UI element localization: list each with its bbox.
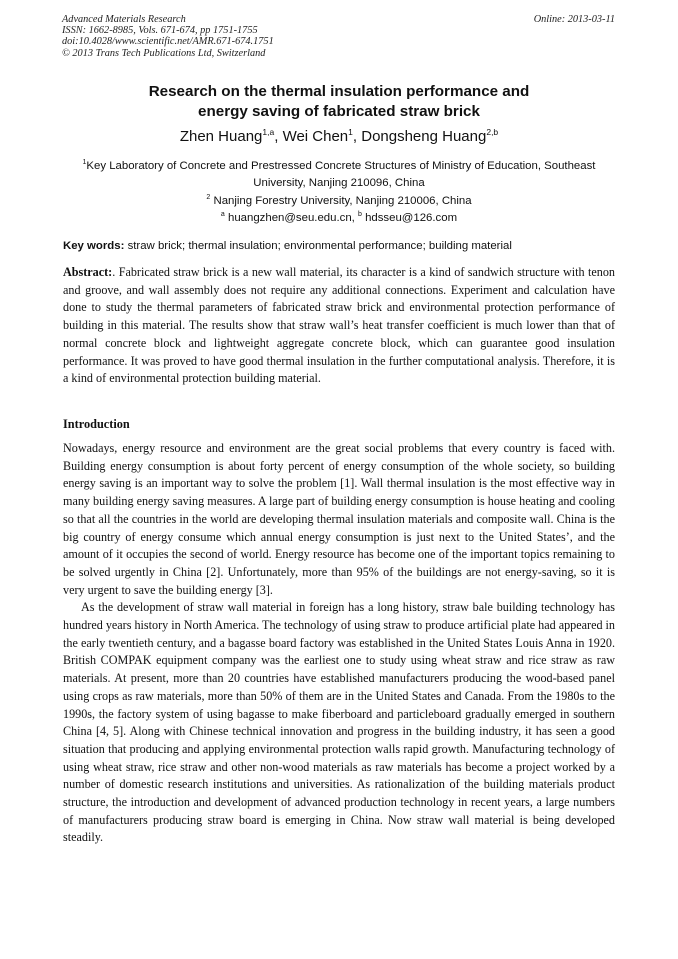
paragraph: As the development of straw wall material in foreign has a long history, straw bale building technology has hundred years history in North America. The technology of using straw to produce artificial plate had appeared in the early twentieth century, and a bagasse board factory was established in the United States Louis Anna in 1920. British COMPAK equipment company was the earliest one to study using wheat straw and rice straw as raw materials. At present, more than 20 countries have established manufacturers producing the wood-based panel using crops as raw materials, more than 50% of them are in the United States and Canada. From the 1980s to the 1990s, the factory system of using bagasse to make fiberboard and particleboard gradually emerged in southern China [4, 5]. Along with Chinese technical innovation and progress in the building industry, it has seen a good situation that producing and applying environmental protection walls rapid growth. Manufacturing technology of using wheat straw, rice straw and other non-wood materials as raw materials has become a project worked by a number of domestic research institutions and universities. As rationalization of the building materials product structure, the introduction and development of advanced production technology in recent years, a large numbers of manufacturers producing straw board is emerging in China. Now straw wall material is being developed steadily. [63, 600, 616, 845]
keywords-text: straw brick; thermal insulation; environmental performance; building material [124, 240, 512, 252]
author-name: Zhen Huang [179, 128, 263, 145]
affiliation-mark: 2 [206, 193, 211, 201]
author-affiliation-mark: 2,b [486, 127, 499, 137]
abstract [63, 264, 615, 388]
abstract-text: . Fabricated straw brick is a new wall material, its character is a kind of sandwich structure with tenon and groove, and wall assembly does not require any additional connections. Experiment and calculation have done to study the thermal parameters of fabricated straw brick and environmental protection performance of building in this material. The results show that straw wall’s heat transfer coefficient is much lower than that of normal concrete block and lightweight aggregate concrete block, which can guarantee good insulation performance. It was proved to have good thermal insulation in the further computational analysis. Therefore, it is a kind of environmental protection building material. [63, 265, 615, 386]
copyright-line: © 2013 Trans Tech Publications Ltd, Switzerland [62, 47, 266, 59]
author-list [62, 128, 616, 146]
email-mark: b [358, 211, 362, 219]
affiliation-1-line-2: University, Nanjing 210096, China [253, 177, 425, 190]
email-a: huangzhen@seu.edu.cn, [224, 212, 358, 225]
issn-line: ISSN: 1662-8985, Vols. 671-674, pp 1751-1755 [62, 25, 258, 37]
affiliations [62, 158, 616, 228]
affiliation-2 [62, 193, 616, 210]
online-date: Online: 2013-03-11 [533, 14, 615, 25]
paper-title [62, 82, 616, 122]
author-name: Wei Chen [282, 128, 349, 145]
author-separator: , [274, 128, 283, 145]
journal-name: Advanced Materials Research [62, 14, 186, 25]
introduction-body [63, 440, 615, 847]
author-affiliation-mark: 1,a [262, 127, 275, 137]
author-affiliation-mark: 1 [348, 127, 353, 137]
paragraph: Nowadays, energy resource and environment are the great social problems that every country is faced with. Building energy consumption is about forty percent of energy consumption of the whole society, so building energy saving is an important way to solve the problem [1]. Wall thermal insulation is the most effective way in many building energy saving measures. A large part of building energy consumption is house heating and cooling so that all the countries in the world are developing thermal insulation materials and composite wall. China is the big country of energy consume which annual energy consumption is just next to the United States’, and the amount of it occupies the second of world. Energy resource has become one of the important topics remaining to be solved urgently in China [2]. Unfortunately, more than 95% of the buildings are not energy-saving, so it is very urgent to save the building energy [3]. [63, 441, 615, 597]
author-name: Dongsheng Huang [361, 128, 487, 145]
abstract-label: Abstract: [63, 265, 113, 279]
author-emails [62, 210, 616, 227]
keywords-label: Key words: [63, 240, 125, 252]
title-line-1: Research on the thermal insulation performance and [148, 83, 530, 100]
email-b: hdsseu@126.com [361, 212, 458, 225]
doi-line: doi:10.4028/www.scientific.net/AMR.671-674.1751 [62, 36, 274, 48]
keywords [63, 238, 617, 254]
affiliation-mark: 1 [82, 159, 87, 166]
affiliation-text: Nanjing Forestry University, Nanjing 210006, China [210, 194, 472, 207]
email-mark: a [220, 211, 225, 219]
affiliation-1-line-1 [62, 158, 616, 175]
title-line-2: energy saving of fabricated straw brick [198, 103, 480, 120]
affiliation-text: Key Laboratory of Concrete and Prestressed Concrete Structures of Ministry of Education, Southeast [86, 160, 596, 172]
section-heading-introduction: Introduction [63, 417, 130, 431]
journal-header [62, 14, 274, 59]
author-separator: , [352, 128, 362, 145]
